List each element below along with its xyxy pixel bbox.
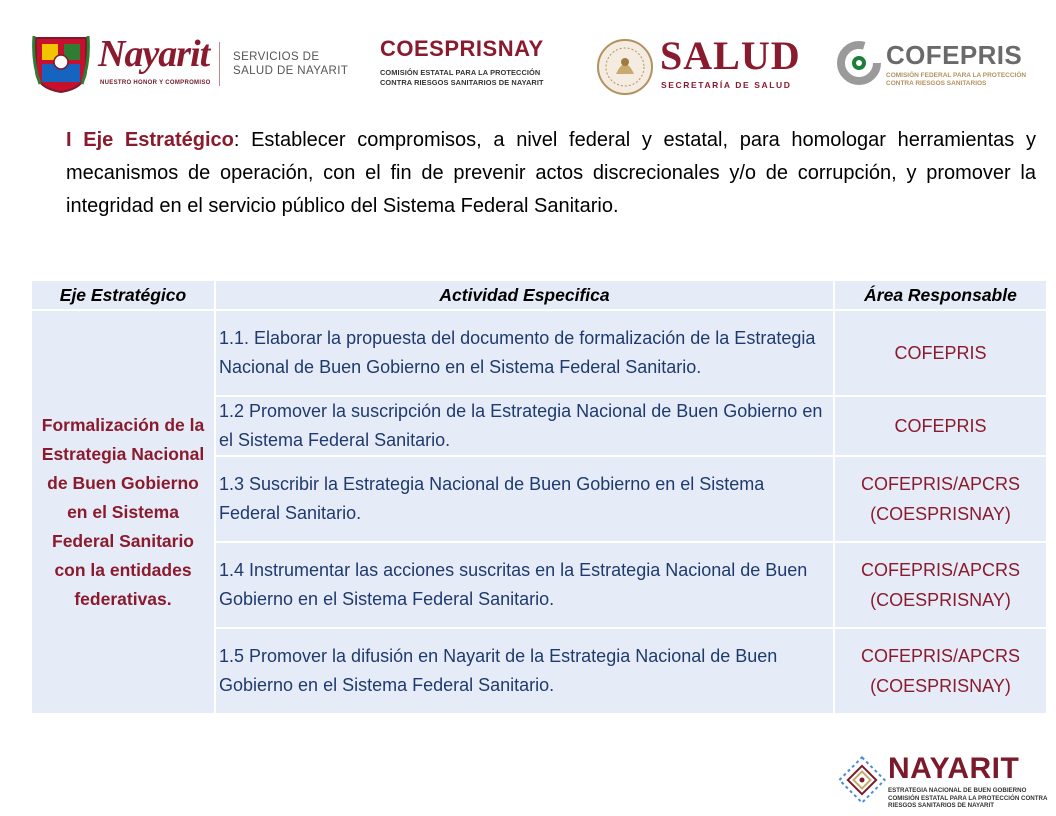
activity-cell: 1.2 Promover la suscripción de la Estrategia Nacional de Buen Gobierno en el Sistema Federal Sanitario.: [215, 396, 834, 456]
footer-sub-line-3: RIESGOS SANITARIOS DE NAYARIT: [888, 802, 995, 809]
eje-cell: Formalización de la Estrategia Nacional de Buen Gobierno en el Sistema Federal Sanitario con la entidades federativas.: [31, 310, 215, 714]
header-area: Área Responsable: [834, 280, 1047, 310]
salud-wordmark: SALUD: [660, 33, 801, 78]
area-cell: [834, 628, 1047, 714]
cofepris-sub-line-2: CONTRA RIESGOS SANITARIOS: [886, 80, 987, 87]
coesprisnay-sub-line-1: COMISIÓN ESTATAL PARA LA PROTECCIÓN: [380, 68, 541, 77]
servicios-line-1: SERVICIOS DE: [233, 51, 320, 63]
eje-lead: I Eje Estratégico: [66, 129, 234, 151]
logo-divider: [219, 42, 220, 86]
mexico-seal-icon: [596, 38, 654, 96]
coesprisnay-wordmark: COESPRISNAY: [380, 36, 544, 61]
coesprisnay-sub-line-2: CONTRA RIESGOS SANITARIOS DE NAYARIT: [380, 78, 544, 87]
nayarit-wordmark: Nayarit: [98, 33, 210, 75]
area-line-1: COFEPRIS: [894, 416, 987, 436]
buen-gobierno-mark-icon: [838, 756, 886, 804]
table-header-row: [31, 280, 1047, 310]
activities-table: [30, 279, 1048, 715]
cofepris-subtitle: [886, 72, 1026, 88]
area-line-1: COFEPRIS/APCRS: [860, 646, 1021, 666]
header-actividad: Actividad Especifica: [215, 280, 834, 310]
eje-text: : Establecer compromisos, a nivel federal y estatal, para homologar herramientas y mecanismos de operación, con el fin de prevenir actos discrecionales y/o de corrupción, y promover la integridad en el servicio público del Sistema Federal Sanitario.: [66, 129, 1036, 217]
cofepris-sub-line-1: COMISIÓN FEDERAL PARA LA PROTECCIÓN: [886, 72, 1027, 79]
area-line-1: COFEPRIS/APCRS: [860, 560, 1021, 580]
activity-cell: 1.3 Suscribir la Estrategia Nacional de Buen Gobierno en el Sistema Federal Sanitario.: [215, 456, 834, 542]
area-line-2: (COESPRISNAY): [870, 504, 1011, 524]
nayarit-seal-icon: [32, 32, 90, 94]
activity-cell: 1.1. Elaborar la propuesta del documento de formalización de la Estrategia Nacional de Buen Gobierno en el Sistema Federal Sanitario.: [215, 310, 834, 396]
area-cell: [834, 396, 1047, 456]
footer-subtitle: [888, 787, 1048, 810]
area-cell: [834, 310, 1047, 396]
header-logos: [0, 28, 1056, 100]
activity-cell: 1.4 Instrumentar las acciones suscritas en la Estrategia Nacional de Buen Gobierno en el Sistema Federal Sanitario.: [215, 542, 834, 628]
area-line-1: COFEPRIS: [894, 343, 987, 363]
cofepris-wordmark: COFEPRIS: [886, 40, 1023, 70]
activity-cell: 1.5 Promover la difusión en Nayarit de la Estrategia Nacional de Buen Gobierno en el Sistema Federal Sanitario.: [215, 628, 834, 714]
footer-sub-line-2: COMISIÓN ESTATAL PARA LA PROTECCIÓN CONTRA: [888, 794, 1048, 802]
eje-description: [66, 124, 1036, 223]
table-row: [31, 310, 1047, 396]
servicios-line-2: SALUD DE NAYARIT: [233, 65, 349, 77]
area-cell: [834, 542, 1047, 628]
footer-wordmark: NAYARIT: [888, 752, 1020, 785]
secretaria-salud-label: SECRETARÍA DE SALUD: [661, 80, 792, 90]
footer-sub-line-1: ESTRATEGIA NACIONAL DE BUEN GOBIERNO: [888, 787, 1027, 794]
servicios-salud-label: [233, 50, 348, 78]
header-eje: Eje Estratégico: [31, 280, 215, 310]
area-cell: [834, 456, 1047, 542]
coesprisnay-subtitle: [380, 68, 544, 88]
area-line-2: (COESPRISNAY): [870, 590, 1011, 610]
nayarit-motto: NUESTRO HONOR Y COMPROMISO: [100, 80, 211, 86]
area-line-1: COFEPRIS/APCRS: [860, 474, 1021, 494]
area-line-2: (COESPRISNAY): [870, 676, 1011, 696]
cofepris-mark-icon: [836, 40, 882, 86]
